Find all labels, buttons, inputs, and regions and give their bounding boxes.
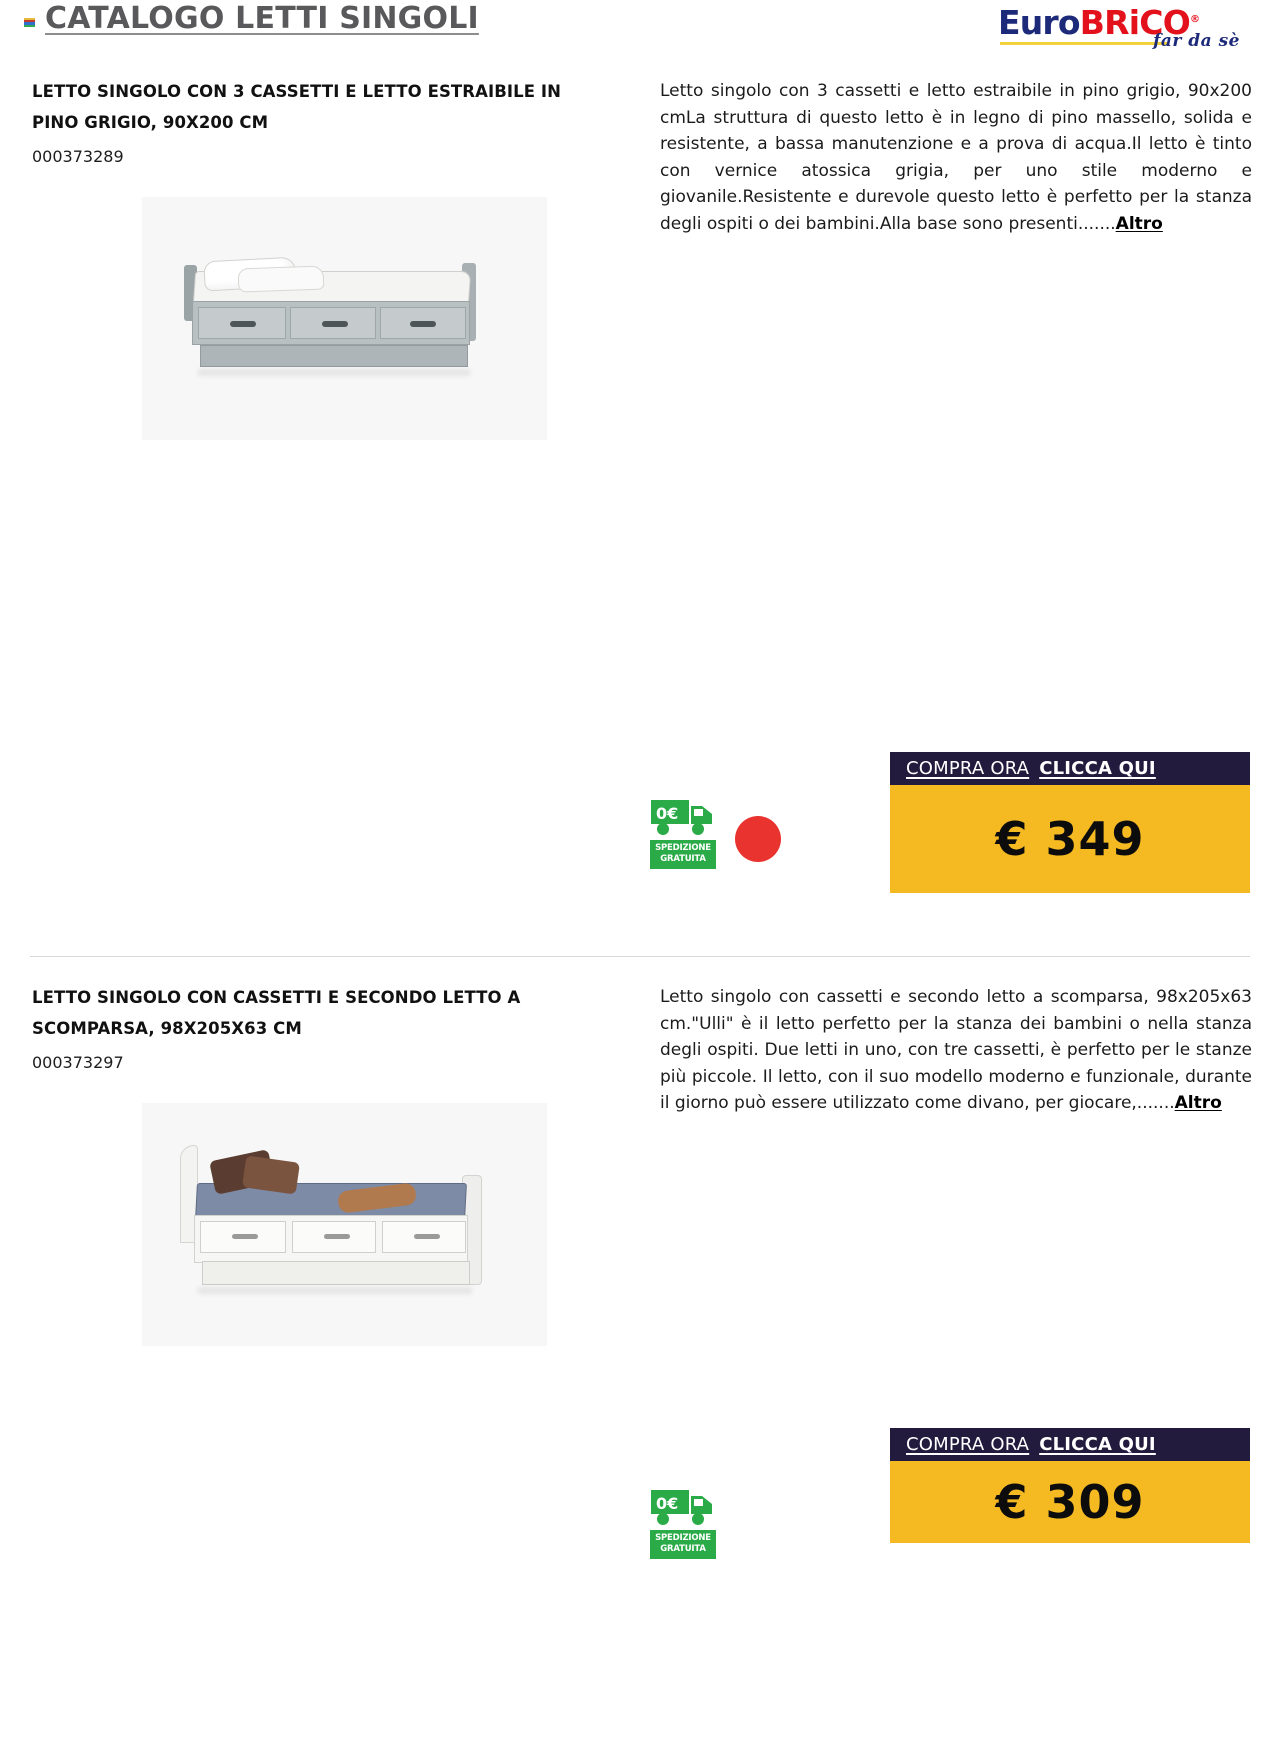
product-title: LETTO SINGOLO CON 3 CASSETTI E LETTO ESTRAIBILE IN PINO GRIGIO, 90X200 CM	[32, 82, 562, 132]
catalog-title-group	[24, 1, 479, 36]
page-header	[0, 0, 1280, 72]
logo-text-brico: BRiCO	[1079, 3, 1190, 42]
product-title: LETTO SINGOLO CON CASSETTI E SECONDO LETTO A SCOMPARSA, 98X205X63 CM	[32, 988, 521, 1038]
read-more-link[interactable]: Altro	[1115, 213, 1163, 234]
product-description	[660, 76, 1252, 237]
product-right-column	[660, 76, 1252, 237]
free-shipping-label	[650, 1530, 716, 1559]
product-description-text: Letto singolo con 3 cassetti e letto estraibile in pino grigio, 90x200 cmLa struttura di questo letto è in legno di pino massello, solida e resistente, a bassa manutenzione e a prova di acqua.Il letto è tinto con vernice atossica grigia, per uno stile moderno e giovanile.Resistente e durevole questo letto è perfetto per la stanza degli ospiti o dei bambini.Alla base sono presenti.......	[660, 81, 1252, 234]
price-amount: € 309	[995, 1475, 1145, 1529]
buy-now-label: COMPRA ORA	[906, 758, 1030, 779]
page-title: CATALOGO LETTI SINGOLI	[45, 1, 479, 36]
product-left-column	[32, 982, 572, 1346]
price-body	[890, 785, 1250, 893]
free-shipping-label-line2: GRATUITA	[660, 854, 706, 864]
bed-illustration-grey	[142, 197, 547, 440]
buy-now-label: COMPRA ORA	[906, 1434, 1030, 1455]
price-card[interactable]	[890, 1428, 1250, 1543]
price-body	[890, 1461, 1250, 1543]
product-divider	[30, 956, 1250, 957]
product-left-column	[32, 76, 572, 440]
click-here-label: CLICCA QUI	[1039, 1434, 1156, 1455]
svg-text:0€: 0€	[656, 804, 679, 823]
free-shipping-label-line1: SPEDIZIONE	[655, 843, 711, 853]
red-dot-marker	[735, 816, 781, 862]
free-shipping-badge	[650, 796, 716, 869]
product-image[interactable]	[142, 1103, 547, 1346]
buy-now-bar[interactable]	[890, 1428, 1250, 1461]
logo-yellow-rule	[1000, 42, 1168, 45]
product-card	[0, 76, 1280, 956]
product-description	[660, 982, 1252, 1117]
bed-illustration-white	[142, 1103, 547, 1346]
logo-text-euro: Euro	[998, 3, 1080, 42]
free-shipping-label-line2: GRATUITA	[660, 1544, 706, 1554]
buy-now-bar[interactable]	[890, 752, 1250, 785]
product-image[interactable]	[142, 197, 547, 440]
product-code: 000373297	[32, 1053, 124, 1072]
read-more-link[interactable]: Altro	[1174, 1093, 1222, 1113]
free-shipping-label-line1: SPEDIZIONE	[655, 1533, 711, 1543]
product-description-text: Letto singolo con cassetti e secondo letto a scomparsa, 98x205x63 cm."Ulli" è il letto perfetto per la stanza dei bambini o nella stanza degli ospiti. Due letti in uno, con tre cassetti, è perfetto per le stanze più piccole. Il letto, con il suo modello moderno e funzionale, durante il giorno può essere utilizzato come divano, per giocare,.......	[660, 987, 1252, 1113]
price-amount: € 349	[995, 812, 1145, 866]
product-card	[0, 956, 1280, 1750]
click-here-label: CLICCA QUI	[1039, 758, 1156, 779]
product-right-column	[660, 982, 1252, 1117]
eurobrico-logo[interactable]	[998, 2, 1242, 58]
logo-tagline: far da sè	[1153, 31, 1240, 51]
free-shipping-truck-icon	[650, 1486, 716, 1528]
free-shipping-badge	[650, 1486, 716, 1559]
logo-registered-icon: ®	[1189, 14, 1200, 25]
free-shipping-label	[650, 840, 716, 869]
list-square-icon	[24, 18, 35, 29]
free-shipping-truck-icon	[650, 796, 716, 838]
product-code: 000373289	[32, 147, 124, 166]
svg-text:0€: 0€	[656, 1494, 679, 1513]
price-card[interactable]	[890, 752, 1250, 893]
